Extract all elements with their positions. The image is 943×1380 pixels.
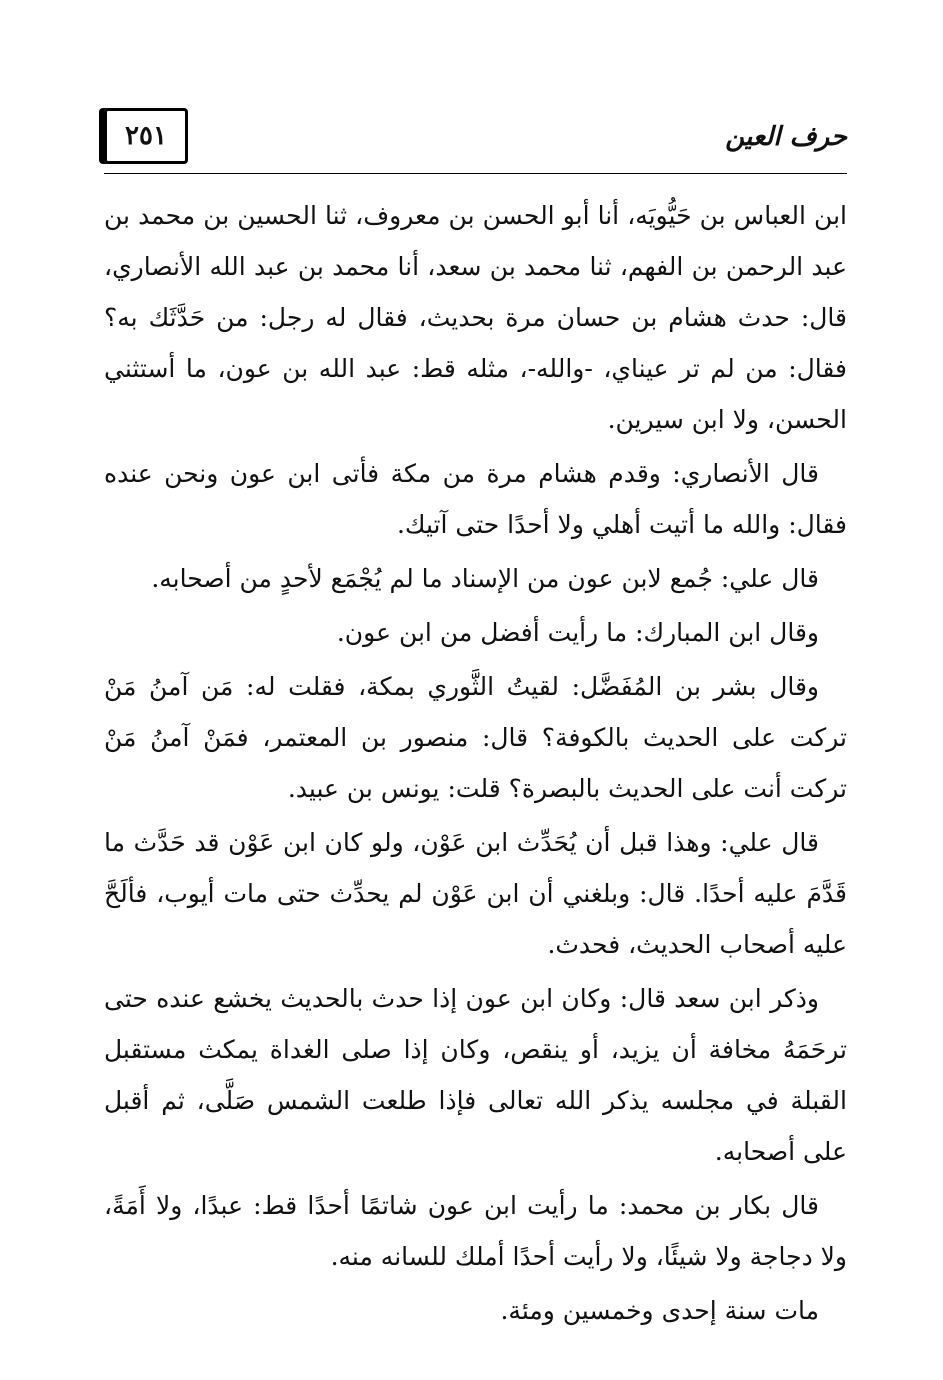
paragraph: قال الأنصاري: وقدم هشام مرة من مكة فأتى ابن عون ونحن عنده فقال: والله ما أتيت أهلي ولا أحدًا حتى آتيك. [104, 459, 847, 539]
header-divider [104, 173, 847, 174]
paragraph: ابن العباس بن حَيُّويَه، أنا أبو الحسن بن معروف، ثنا الحسين بن محمد بن عبد الرحمن بن الفهم، ثنا محمد بن سعد، أنا محمد بن عبد الله الأنصاري، قال: حدث هشام بن حسان مرة بحديث، فقال له رجل: من حَدَّثَك به؟ فقال: من لم تر عيناي، -والله-، مثله قط: عبد الله بن عون، ما أستثني الحسن، ولا ابن سيرين. [104, 201, 847, 434]
paragraph: وقال بشر بن المُفَضَّل: لقيتُ الثَّوري بمكة، فقلت له: مَن آمنُ مَنْ تركت على الحديث بالكوفة؟ قال: منصور بن المعتمر، فمَنْ آمنُ مَنْ تركت أنت على الحديث بالبصرة؟ قلت: يونس بن عبيد. [104, 672, 847, 803]
page-header [104, 108, 847, 164]
page-number: ٢٥١ [104, 108, 188, 164]
paragraph: وذكر ابن سعد قال: وكان ابن عون إذا حدث بالحديث يخشع عنده حتى ترحَمَهُ مخافة أن يزيد، أو ينقص، وكان إذا صلى الغداة يمكث مستقبل القبلة في مجلسه يذكر الله تعالى فإذا طلعت الشمس صَلَّى، ثم أقبل على أصحابه. [104, 984, 847, 1166]
body-text [104, 190, 847, 1339]
chapter-title: حرف العين [725, 122, 847, 152]
paragraph: وقال ابن المبارك: ما رأيت أفضل من ابن عون. [336, 618, 819, 647]
paragraph: قال بكار بن محمد: ما رأيت ابن عون شاتمًا أحدًا قط: عبدًا، ولا أَمَةً، ولا دجاجة ولا شيئًا، ولا رأيت أحدًا أملك للسانه منه. [104, 1191, 847, 1271]
paragraph: قال علي: وهذا قبل أن يُحَدِّث ابن عَوْن، ولو كان ابن عَوْن قد حَدَّث ما قَدَّمَ عليه أحدًا. قال: وبلغني أن ابن عَوْن لم يحدِّث حتى مات أيوب، فألَحَّ عليه أصحاب الحديث، فحدث. [104, 828, 847, 959]
paragraph: مات سنة إحدى وخمسين ومئة. [500, 1296, 819, 1325]
paragraph: قال علي: جُمع لابن عون من الإسناد ما لم يُجْمَع لأحدٍ من أصحابه. [151, 564, 819, 593]
